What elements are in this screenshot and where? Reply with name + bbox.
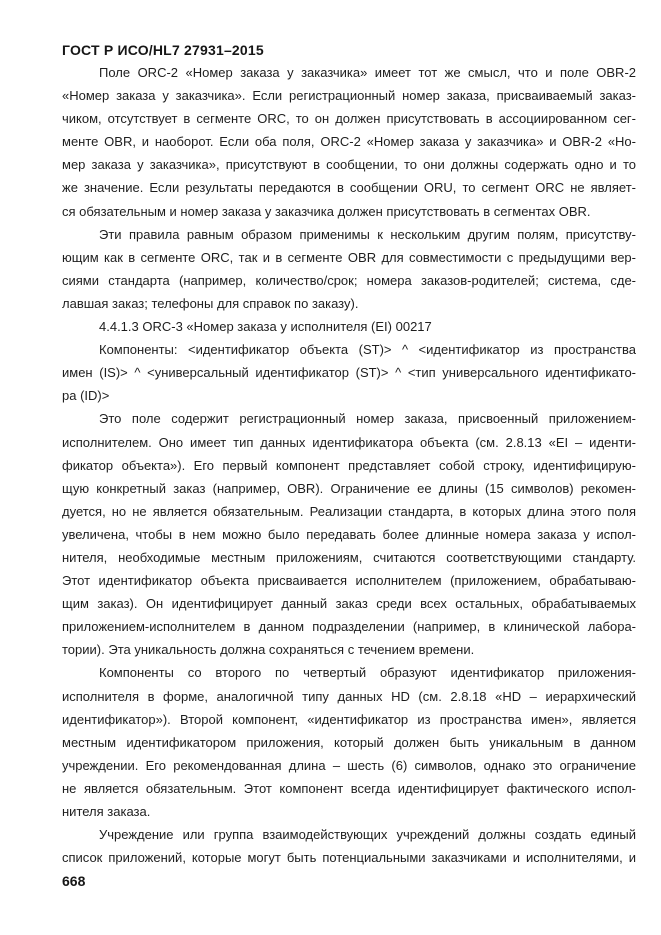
text-line: же значение. Если результаты передаются в сообщении ORU, то сегмент ORC не являет- bbox=[62, 180, 636, 196]
text-line: фикатор объекта»). Его первый компонент представляет собой строку, идентифицирую- bbox=[62, 457, 636, 473]
text-line: «Номер заказа у заказчика». Если регистрационный номер заказа, присваиваемый заказ- bbox=[62, 88, 636, 104]
text-line: Компоненты со второго по четвертый образуют идентификатор приложения- bbox=[99, 665, 636, 681]
text-line: нителя заказа. bbox=[62, 804, 151, 819]
document-body bbox=[62, 61, 636, 869]
text-line: Учреждение или группа взаимодействующих учреждений должны создать единый bbox=[99, 827, 636, 843]
text-line: 4.4.1.3 ORC-3 «Номер заказа у исполнителя (EI) 00217 bbox=[99, 319, 432, 335]
text-line: нителя, необходимые местным приложениям, считаются соответствующими стандарту. bbox=[62, 549, 636, 565]
document-header-title: ГОСТ Р ИСО/HL7 27931–2015 bbox=[62, 42, 264, 58]
text-line: учреждении. Его рекомендованная длина – шесть (6) символов, однако это ограничение bbox=[62, 757, 636, 773]
text-line: щим заказ). Он идентифицирует данный заказ среди всех остальных, обрабатываемых bbox=[62, 596, 636, 612]
text-line: сиями стандарта (например, количество/срок; номера заказов-родителей; система, сде- bbox=[62, 272, 636, 288]
text-line: местным идентификатором приложения, который должен быть уникальным в данном bbox=[62, 734, 636, 750]
para-components-2-4 bbox=[62, 661, 636, 823]
para-field-description bbox=[62, 407, 636, 661]
text-line: менте OBR, и наоборот. Если оба поля, ORC-2 «Номер заказа у заказчика» и OBR-2 «Но- bbox=[62, 134, 636, 150]
text-line: приложением-исполнителем в данном подразделении (например, в клинической лабора- bbox=[62, 619, 636, 635]
text-line: увеличена, чтобы в нем можно было передавать более длинные номера заказа у испол- bbox=[62, 526, 636, 542]
para-orc2-field bbox=[62, 61, 636, 223]
text-line: ся обязательным и номер заказа у заказчика должен присутствовать в сегментах OBR. bbox=[62, 203, 591, 219]
text-line: Этот идентификатор объекта присваивается исполнителем (приложением, обрабатываю- bbox=[62, 573, 636, 589]
text-line: исполнителем. Оно имеет тип данных идентификатора объекта (см. 2.8.13 «EI – иденти- bbox=[62, 434, 636, 450]
text-line: список приложений, которые могут быть потенциальными заказчиками и исполнителями, и bbox=[62, 850, 636, 866]
text-line: Эти правила равным образом применимы к нескольким другим полям, присутству- bbox=[99, 226, 636, 242]
text-line: дуется, но не является обязательным. Реализации стандарта, в которых длина этого поля bbox=[62, 503, 636, 519]
para-components bbox=[62, 338, 636, 407]
text-line: щую конкретный заказ (например, OBR). Ограничение ее длины (15 символов) рекомен- bbox=[62, 480, 636, 496]
text-line: лавшая заказ; телефоны для справок по заказу). bbox=[62, 295, 359, 311]
text-line: исполнителя в форме, аналогичной типу данных HD (см. 2.8.18 «HD – иерархический bbox=[62, 688, 636, 704]
heading-4413-orc3 bbox=[62, 315, 636, 338]
text-line: тории). Эта уникальность должна сохраняться с течением времени. bbox=[62, 642, 475, 658]
text-line: идентификатор»). Второй компонент, «идентификатор из пространства имен», является bbox=[62, 711, 636, 727]
text-line: Поле ORC-2 «Номер заказа у заказчика» имеет тот же смысл, что и поле OBR-2 bbox=[99, 65, 636, 80]
para-institution-list bbox=[62, 823, 636, 869]
page-number: 668 bbox=[62, 873, 86, 890]
para-rules-compatibility bbox=[62, 223, 636, 315]
text-line: ющим как в сегменте ORC, так и в сегменте OBR для совместимости с предыдущими вер- bbox=[62, 249, 636, 265]
text-line: Компоненты: <идентификатор объекта (ST)> ^ <идентификатор из пространства bbox=[99, 342, 636, 358]
text-line: не является обязательным. Этот компонент всегда идентифицирует фактического испол- bbox=[62, 780, 636, 796]
text-line: имен (IS)> ^ <универсальный идентификатор (ST)> ^ <тип универсального идентификато- bbox=[62, 365, 636, 381]
text-line: чиком, отсутствует в сегменте ORC, то он должен присутствовать в ассоциированном сег- bbox=[62, 111, 636, 127]
text-line: ра (ID)> bbox=[62, 388, 110, 404]
text-line: мер заказа у заказчика», присутствуют в сообщении, то они должны содержать одно и то bbox=[62, 157, 636, 173]
text-line: Это поле содержит регистрационный номер заказа, присвоенный приложением- bbox=[99, 411, 636, 427]
